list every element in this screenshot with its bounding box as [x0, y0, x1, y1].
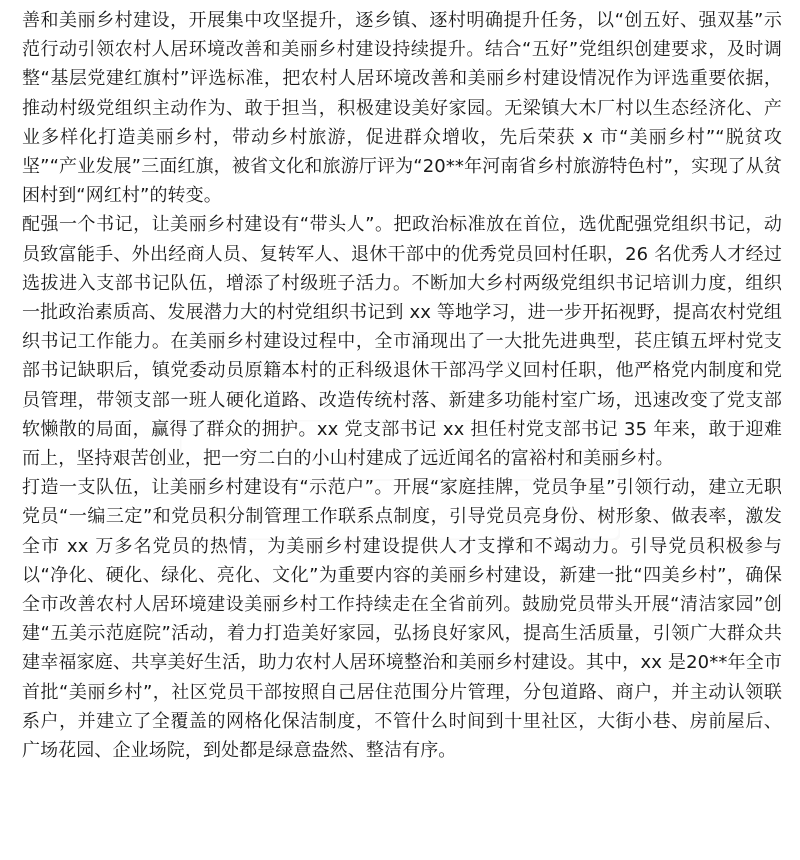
paragraph-1: 善和美丽乡村建设，开展集中攻坚提升，逐乡镇、逐村明确提升任务，以“创五好、强双基”示范行动引领农村人居环境改善和美丽乡村建设持续提升。结合“五好”党组织创建要求，及时调整“基层党建红旗村”评选标准，把农村人居环境改善和美丽乡村建设情况作为评选重要依据，推动村级党组织主动作为、敢于担当，积极建设美好家园。无梁镇大木厂村以生态经济化、产业多样化打造美丽乡村，带动乡村旅游，促进群众增收，先后荣获 x 市“美丽乡村”“脱贫攻坚”“产业发展”三面红旗，被省文化和旅游厅评为“20**年河南省乡村旅游特色村”，实现了从贫困村到“网红村”的转变。: [22, 10, 782, 207]
document-body: [22, 6, 782, 765]
paragraph-3: 打造一支队伍，让美丽乡村建设有“示范户”。开展“家庭挂牌，党员争星”引领行动，建立无职党员“一编三定”和党员积分制管理工作联系点制度，引导党员亮身份、树形象、做表率，激发全市 xx 万多名党员的热情，为美丽乡村建设提供人才支撑和不竭动力。引导党员积极参与以“净化、硬化、绿化、亮化、文化”为重要内容的美丽乡村建设，新建一批“四美乡村”，确保全市改善农村人居环境建设美丽乡村工作持续走在全省前列。鼓励党员带头开展“清洁家园”创建“五美示范庭院”活动，着力打造美好家园，弘扬良好家风，提高生活质量，引领广大群众共建幸福家庭、共享美好生活，助力农村人居环境整治和美丽乡村建设。其中，xx 是20**年全市首批“美丽乡村”，社区党员干部按照自己居住范围分片管理，分包道路、商户，并主动认领联系户，并建立了全覆盖的网格化保洁制度，不管什么时间到十里社区，大街小巷、房前屋后、广场花园、企业场院，到处都是绿意盎然、整洁有序。: [22, 477, 782, 762]
paragraph-2: 配强一个书记，让美丽乡村建设有“带头人”。把政治标准放在首位，选优配强党组织书记，动员致富能手、外出经商人员、复转军人、退休干部中的优秀党员回村任职，26 名优秀人才经过选拔进入支部书记队伍，增添了村级班子活力。不断加大乡村两级党组织书记培训力度，组织一批政治素质高、发展潜力大的村党组织书记到 xx 等地学习，进一步开拓视野，提高农村党组织书记工作能力。在美丽乡村建设过程中，全市涌现出了一大批先进典型，苌庄镇五坪村党支部书记缺职后，镇党委动员原籍本村的正科级退休干部冯学义回村任职，他严格党内制度和党员管理，带领支部一班人硬化道路、改造传统村落、新建多功能村室广场，迅速改变了党支部软懒散的局面，赢得了群众的拥护。xx 党支部书记 xx 担任村党支部书记 35 年来，敢于迎难而上，坚持艰苦创业，把一穷二白的小山村建成了远近闻名的富裕村和美丽乡村。: [22, 214, 782, 470]
